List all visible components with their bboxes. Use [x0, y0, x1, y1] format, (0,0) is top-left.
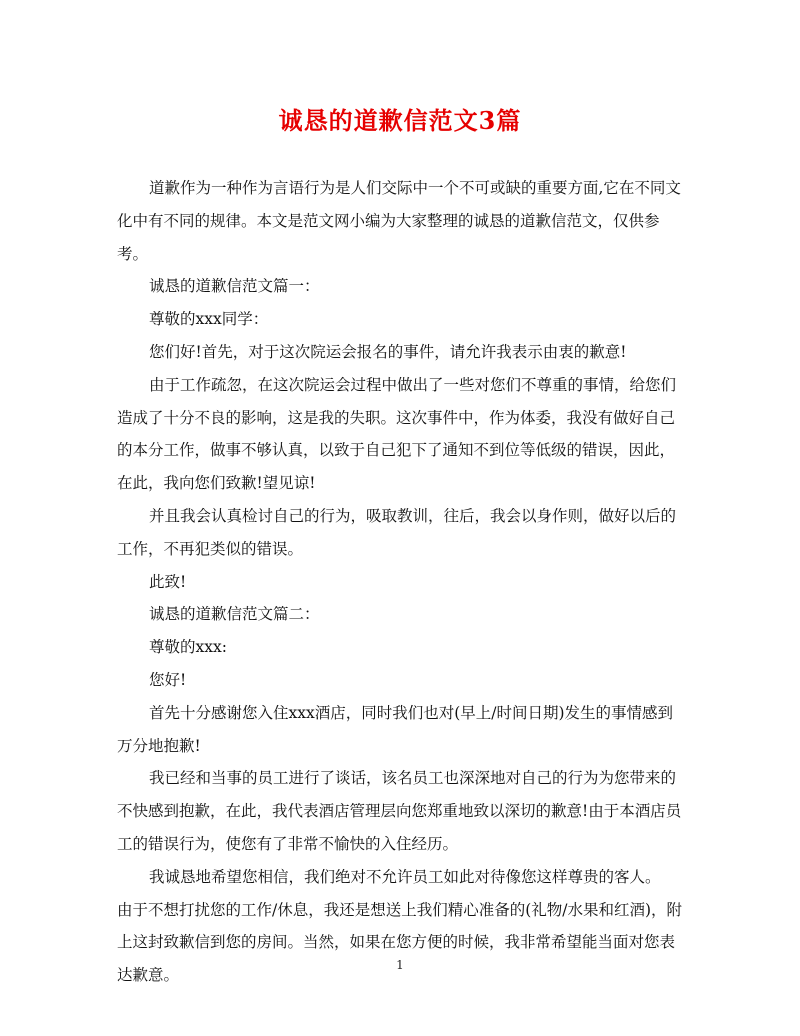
paragraph: 由于不想打扰您的工作/休息，我还是想送上我们精心准备的(礼物/水果和红酒)，附上这封致歉信到您的房间。当然，如果在您方便的时候，我非常希望能当面对您表达歉意。 [117, 900, 683, 985]
paragraph: 并且我会认真检讨自己的行为，吸取教训，往后，我会以身作则，做好以后的工作，不再犯类似的错误。 [117, 506, 677, 558]
page-number: 1 [396, 958, 404, 972]
paragraph-intro: 道歉作为一种作为言语行为是人们交际中一个不可或缺的重要方面,它在不同文化中有不同的规律。本文是范文网小编为大家整理的诚恳的道歉信范文，仅供参考。 [117, 179, 681, 263]
document-body [117, 172, 683, 992]
paragraph: 由于工作疏忽，在这次院运会过程中做出了一些对您们不尊重的事情，给您们造成了十分不良的影响，这是我的失职。这次事件中，作为体委，我没有做好自己的本分工作，做事不够认真，以致于自己犯下了通知不到位等低级的错误，因此，在此，我向您们致歉!望见谅! [117, 375, 677, 493]
section-heading-1: 诚恳的道歉信范文篇一： [149, 277, 320, 296]
salutation-2: 尊敬的xxx: [149, 638, 227, 657]
paragraph: 首先十分感谢您入住xxx酒店，同时我们也对(早上/时间日期)发生的事情感到万分地抱歉! [117, 703, 674, 755]
section-heading-2: 诚恳的道歉信范文篇二： [149, 605, 320, 624]
paragraph: 我诚恳地希望您相信，我们绝对不允许员工如此对待像您这样尊贵的客人。 [149, 867, 661, 886]
paragraph: 您们好!首先，对于这次院运会报名的事件，请允许我表示由衷的歉意! [149, 342, 627, 361]
document-title: 诚恳的道歉信范文3篇 [278, 106, 522, 135]
paragraph: 我已经和当事的员工进行了谈话，该名员工也深深地对自己的行为为您带来的不快感到抱歉，在此，我代表酒店管理层向您郑重地致以深切的歉意!由于本酒店员工的错误行为，使您有了非常不愉快的入住经历。 [117, 769, 682, 853]
salutation-1: 尊敬的xxx同学： [149, 310, 269, 329]
closing-1: 此致! [149, 572, 187, 591]
greeting-2: 您好! [149, 670, 187, 689]
